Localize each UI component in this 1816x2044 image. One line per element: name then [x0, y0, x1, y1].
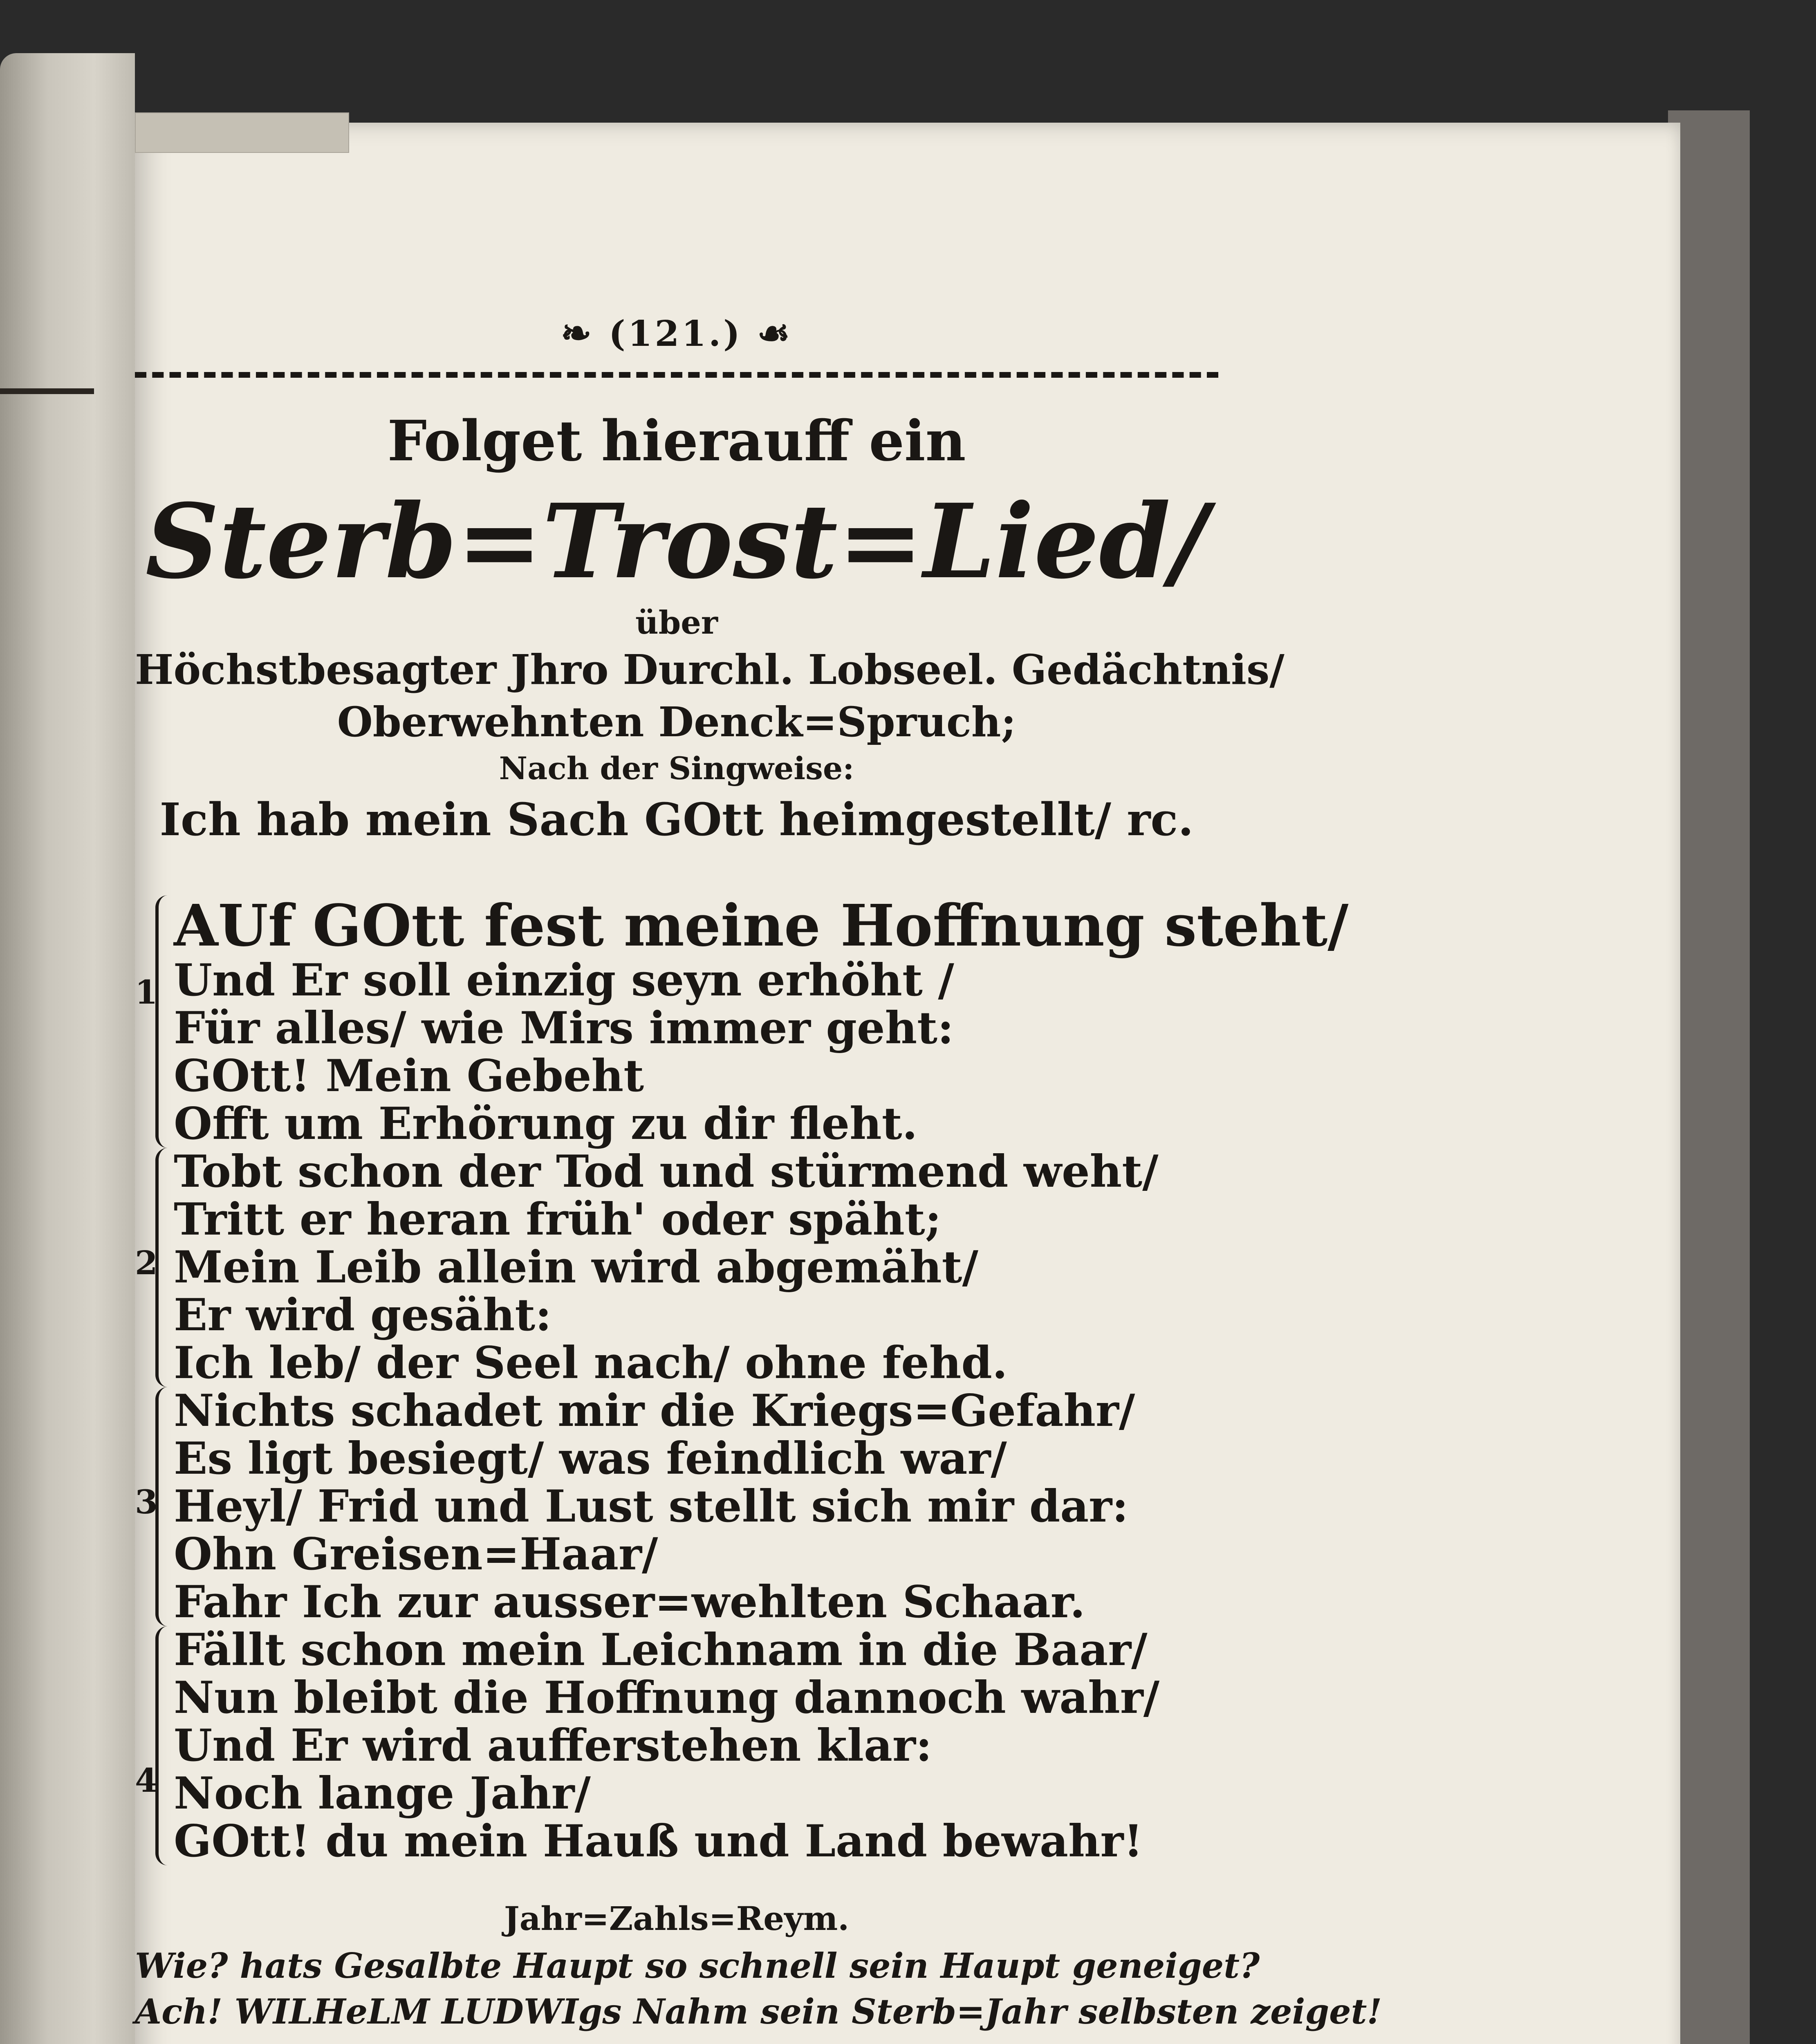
verse-4 — [135, 1624, 1218, 1867]
verse-line: Ich leb/ der Seel nach/ ohne fehd. — [174, 1337, 1008, 1389]
verse-1 — [135, 892, 1349, 1150]
facing-page — [0, 53, 135, 2044]
subtitle-3: Nach der Singweise: — [499, 750, 854, 787]
title-ueber: über — [635, 604, 718, 641]
verse-line: Noch lange Jahr/ — [174, 1768, 591, 1819]
verse-line: Für alles/ wie Mirs immer geht: — [174, 1002, 954, 1054]
page-number-text: (121.) — [608, 313, 742, 354]
hymn-verses — [135, 892, 1349, 1867]
verse-line: AUf GOtt fest meine Hoffnung steht/ — [174, 892, 1349, 959]
title-line-1: Folget hierauff ein — [387, 408, 966, 474]
verse-line: Fahr Ich zur ausser=wehlten Schaar. — [174, 1576, 1085, 1628]
reym-heading: Jahr=Zahls=Reym. — [504, 1899, 850, 1938]
chronogram-line-2: Ach! WILHeLM LUDWIgs Nahm sein Sterb=Jahr selbsten zeiget! — [135, 1991, 1382, 2032]
page-number — [135, 311, 1218, 356]
verse-line: Und Er wird aufferstehen klar: — [174, 1720, 932, 1771]
verse-line: Offt um Erhörung zu dir fleht. — [174, 1098, 918, 1150]
page-content — [135, 311, 1382, 2044]
verse-number: 1 — [135, 973, 158, 1011]
verse-line: Nichts schadet mir die Kriegs=Gefahr/ — [174, 1385, 1135, 1437]
title-main: Sterb=Trost=Lied/ — [145, 481, 1208, 601]
verse-line: Nun bleibt die Hoffnung dannoch wahr/ — [174, 1672, 1160, 1724]
melody-line: Ich hab mein Sach GOtt heimgestellt/ rc. — [159, 793, 1194, 846]
verse-line: Tobt schon der Tod und stürmend weht/ — [174, 1146, 1159, 1197]
verse-3 — [135, 1385, 1218, 1628]
verse-line: Es ligt besiegt/ was feindlich war/ — [174, 1433, 1007, 1484]
verse-line: Tritt er heran früh' oder späht; — [174, 1194, 942, 1245]
facing-page-rule — [0, 388, 94, 394]
ornament-right-icon: ☙ — [757, 312, 793, 355]
subtitle-1: Höchstbesagter Jhro Durchl. Lobseel. Gedächtnis/ — [135, 645, 1285, 694]
page-edge — [1668, 110, 1750, 2044]
verse-brace — [155, 895, 170, 1148]
verse-line: GOtt! Mein Gebeht — [174, 1050, 644, 1102]
verse-number: 2 — [135, 1244, 158, 1282]
verse-number: 3 — [135, 1483, 158, 1521]
verse-line: Ohn Greisen=Haar/ — [174, 1529, 658, 1580]
tape-strip — [135, 112, 349, 153]
header-rule — [135, 372, 1218, 386]
verse-line: Er wird gesäht: — [174, 1289, 552, 1341]
verse-2 — [135, 1146, 1218, 1389]
verse-line: Fällt schon mein Leichnam in die Baar/ — [174, 1624, 1148, 1676]
ornament-left-icon: ❧ — [560, 312, 594, 355]
chronogram-line-1: Wie? hats Gesalbte Haupt so schnell sein Haupt geneiget? — [135, 1945, 1260, 1986]
verse-line: Heyl/ Frid und Lust stellt sich mir dar: — [174, 1481, 1129, 1532]
verse-line: Mein Leib allein wird abgemäht/ — [174, 1242, 978, 1293]
subtitle-2: Oberwehnten Denck=Spruch; — [337, 698, 1016, 746]
verse-line: GOtt! du mein Hauß und Land bewahr! — [174, 1815, 1143, 1867]
verse-brace — [155, 1626, 170, 1865]
verse-number: 4 — [135, 1761, 158, 1800]
verse-line: Und Er soll einzig seyn erhöht / — [174, 955, 954, 1006]
